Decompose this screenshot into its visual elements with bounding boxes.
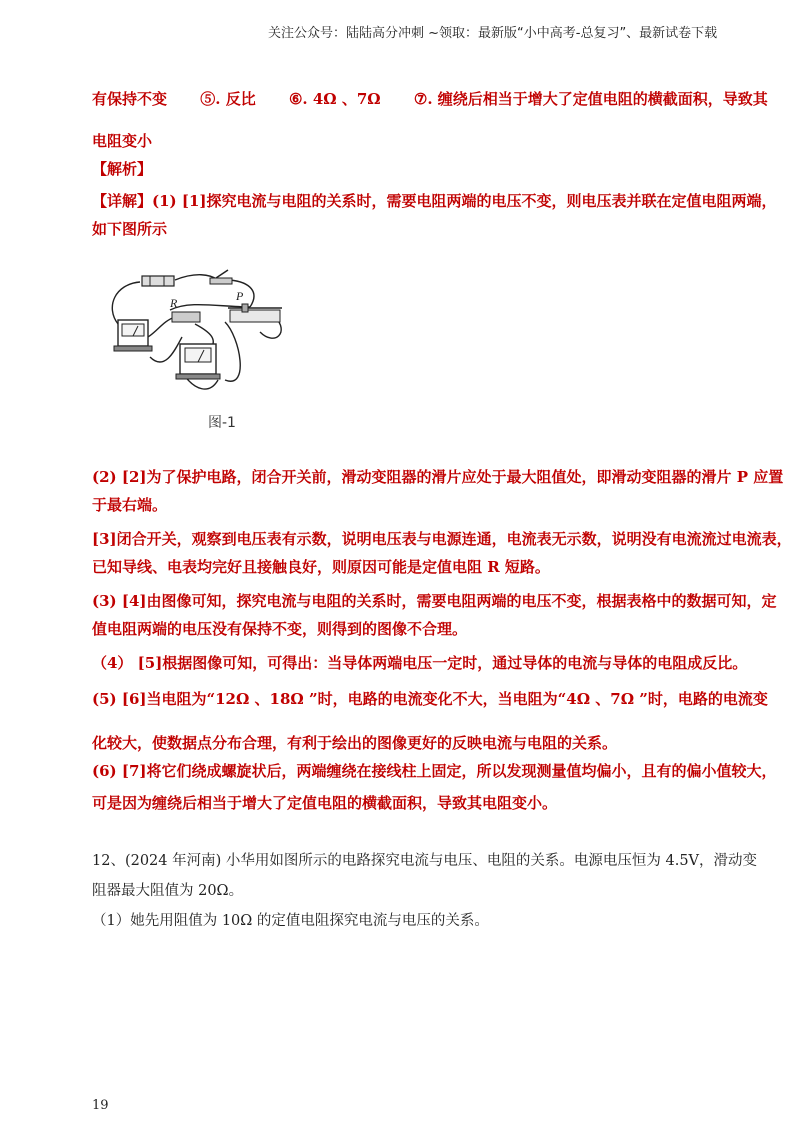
circuit-figure [100,262,300,432]
answer-5: ⑤. 反比 [200,90,256,108]
explain-p3-line1: [3]闭合开关，观察到电压表有示数，说明电压表与电源连通，电流表无示数，说明没有电流流过电流表， [92,530,792,548]
explain-p5-line1: （4） [5]根据图像可知，可得出：当导体两端电压一定时，通过导体的电流与导体的电阻成反比。 [92,654,748,672]
figure-caption: 图-1 [208,415,236,431]
rheostat-label: P [236,289,244,303]
explain-p6-line1: (5) [6]当电阻为“12Ω 、18Ω ”时，电路的电流变化不大，当电阻为“4Ω 、7Ω ”时，电路的电流变 [92,690,768,708]
answer-7-continued: 电阻变小 [92,132,153,150]
question-line2: 阻器最大阻值为 20Ω。 [92,883,244,899]
question-line1: 12、(2024 年河南) 小华用如图所示的电路探究电流与电压、电阻的关系。电源电压恒为 4.5V，滑动变 [92,853,758,869]
explain-p7-line2: 可是因为缠绕后相当于增大了定值电阻的横截面积，导致其电阻变小。 [92,794,558,812]
question-sub1: （1）她先用阻值为 10Ω 的定值电阻探究电流与电压的关系。 [92,913,489,929]
jiexi-label: 【解析】 [92,160,153,178]
explain-p1-line1: 【详解】(1) [1]探究电流与电阻的关系时，需要电阻两端的电压不变，则电压表并联在定值电阻两端， [92,192,777,210]
explain-p1-line2: 如下图所示 [92,220,168,238]
answer-7: ⑦. 缠绕后相当于增大了定值电阻的横截面积，导致其 [413,90,768,108]
explain-p7-line1: (6) [7]将它们绕成螺旋状后，两端缠绕在接线柱上固定，所以发现测量值均偏小，且有的偏小值较大， [92,762,777,780]
answer-6: ⑥. 4Ω 、7Ω [288,90,381,108]
explain-p4-line2: 值电阻两端的电压没有保持不变，则得到的图像不合理。 [92,620,468,638]
page-header: 关注公众号：陆陆高分冲刺 ~领取：最新版“小中高考-总复习”、最新试卷下载 [268,26,718,41]
explain-p2-line2: 于最右端。 [92,496,168,514]
resistor-label: R [170,296,178,310]
page-number: 19 [92,1098,109,1113]
explain-p3-line2: 已知导线、电表均完好且接触良好，则原因可能是定值电阻 R 短路。 [92,558,550,576]
answer-4: 有保持不变 [92,90,168,108]
explain-p2-line1: (2) [2]为了保护电路，闭合开关前，滑动变阻器的滑片应处于最大阻值处，即滑动变阻器的滑片 P 应置 [92,468,784,486]
answer-row [92,88,768,110]
explain-p4-line1: (3) [4]由图像可知，探究电流与电阻的关系时，需要电阻两端的电压不变，根据表格中的数据可知，定 [92,592,777,610]
explain-p6-line2: 化较大，使数据点分布合理，有利于绘出的图像更好的反映电流与电阻的关系。 [92,734,618,752]
